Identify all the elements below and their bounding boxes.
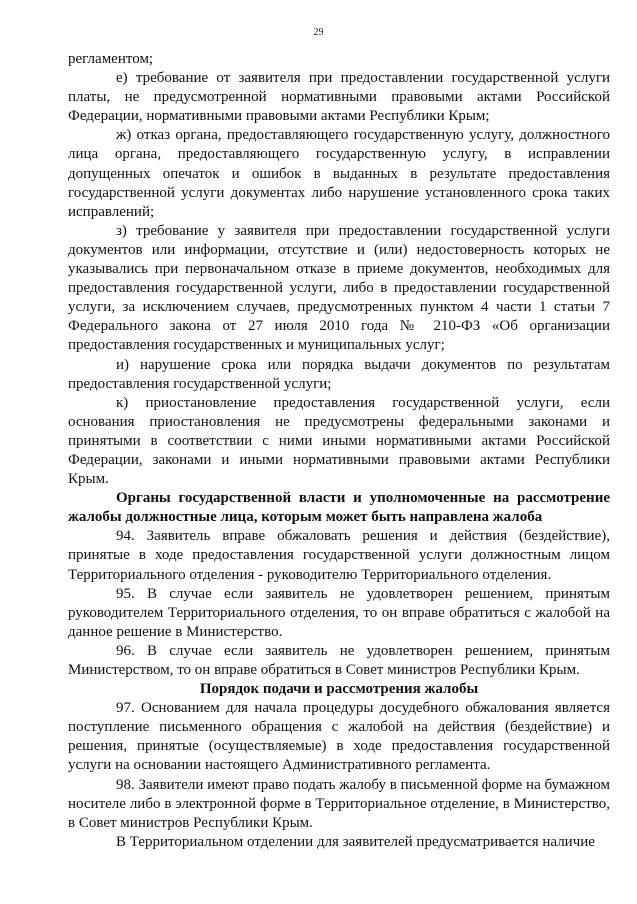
paragraph-96: 96. В случае если заявитель не удовлетворен решением, принятым Министерством, то он вправе обратиться в Совет министров Республики Крым. [68,642,610,678]
paragraph-item-k: к) приостановление предоставления государственной услуги, если основания приостановления не предусмотрены федеральными законами и принятыми в соответствии с ними иными нормативными актами Российской Федерации, законами и иными нормативными правовыми актами Республики Крым. [68,394,610,488]
paragraph-item-e: е) требование от заявителя при предоставлении государственной услуги платы, не предусмотренной нормативными правовыми актами Российской Федерации, нормативными правовыми актами Республики Крым; [68,70,610,125]
paragraph-94: 94. Заявитель вправе обжаловать решения и действия (бездействие), принятые в ходе предоставления государственной услуги должностным лицом Территориального отделения - руководителю Территориального отделения. [68,528,610,583]
section-heading-authorities: Органы государственной власти и уполномоченные на рассмотрение жалобы должностные лица, которым может быть направлена жалоба [68,490,610,526]
page-number: 29 [313,27,324,38]
paragraph-item-zh: ж) отказ органа, предоставляющего государственную услугу, должностного лица органа, предоставляющего государственную услугу, в исправлении допущенных опечаток и ошибок в выданных в результате предоставления государственной услуги документах либо нарушение установленного срока таких исправлений; [68,127,610,220]
paragraph-item-i: и) нарушение срока или порядка выдачи документов по результатам предоставления государственной услуги; [68,356,610,392]
paragraph-97: 97. Основанием для начала процедуры досудебного обжалования является поступление письменного обращения с жалобой на действия (бездействие) и решения, принятые (осуществляемые) в ходе предоставления государственной услуги на основании настоящего Административного регламента. [68,700,610,774]
paragraph-territorial-office: В Территориальном отделении для заявителей предусматривается наличие [116,833,595,850]
section-heading-procedure: Порядок подачи и рассмотрения жалобы [199,681,479,698]
paragraph-continuation: регламентом; [68,51,154,67]
paragraph-95: 95. В случае если заявитель не удовлетворен решением, принятым руководителем Территориального отделения, то он вправе обратиться с жалобой на данное решение в Министерство. [68,585,610,640]
page-content [68,50,610,852]
paragraph-item-z: з) требование у заявителя при предоставлении государственной услуги документов или информации, отсутствие и (или) недостоверность которых не указывались при первоначальном отказе в приеме документов, необходимых для предоставления государственной услуги, либо в предоставлении государственной услуги, за исключением случаев, предусмотренных пунктом 4 части 1 статьи 7 Федерального закона от 27 июля 2010 года № 210-ФЗ «Об организации предоставления государственных и муниципальных услуг; [68,222,610,354]
paragraph-98: 98. Заявители имеют право подать жалобу в письменной форме на бумажном носителе либо в электронной форме в Территориальное отделение, в Министерство, в Совет министров Республики Крым. [68,776,610,831]
